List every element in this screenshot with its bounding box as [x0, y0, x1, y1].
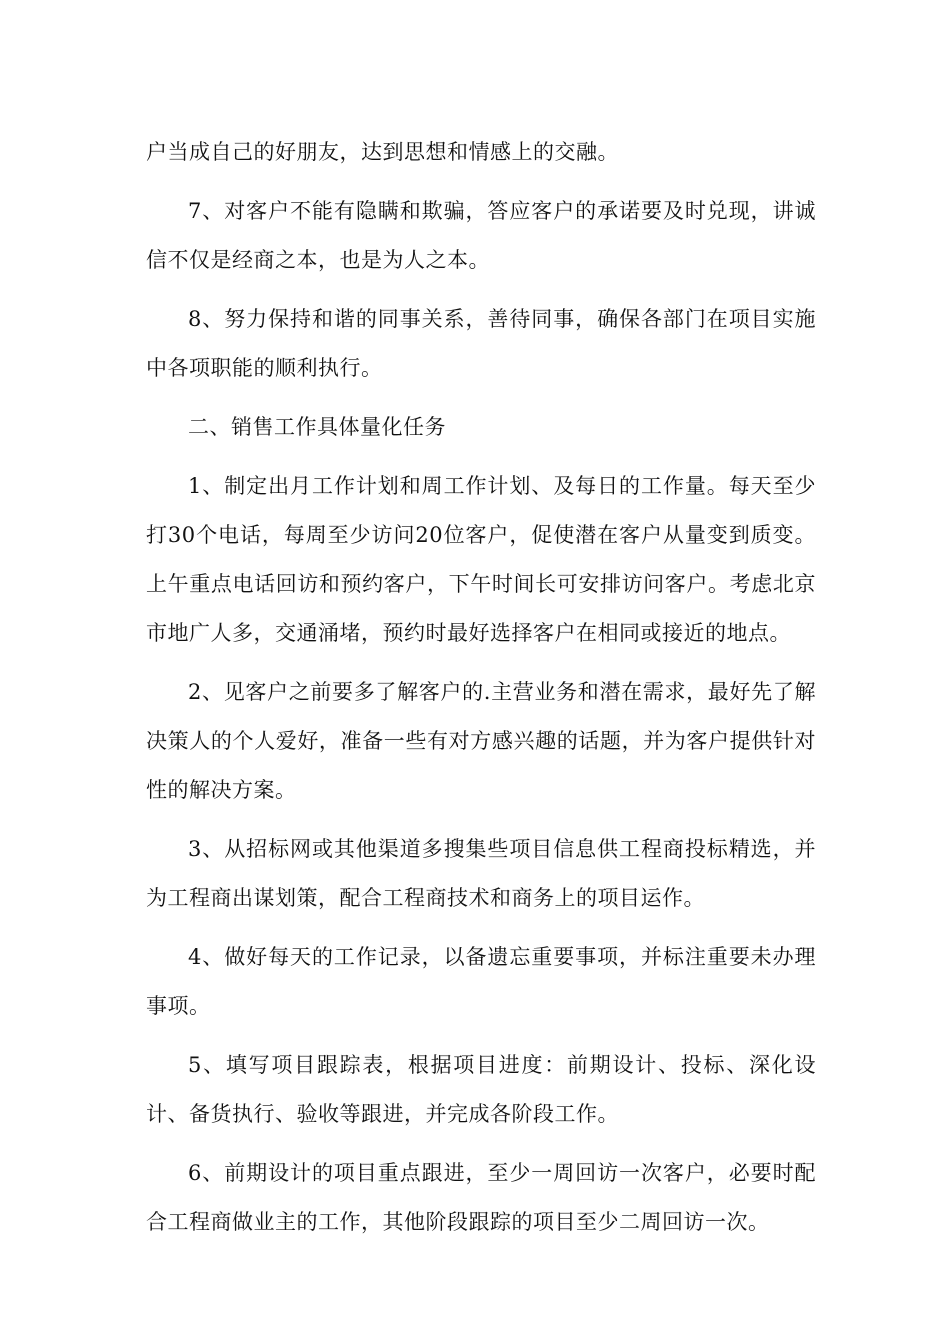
paragraph-task-6: 6、前期设计的项目重点跟进，至少一周回访一次客户，必要时配合工程商做业主的工作，其他阶段跟踪的项目至少二周回访一次。 [146, 1161, 816, 1234]
paragraph-item-7: 7、对客户不能有隐瞒和欺骗，答应客户的承诺要及时兑现，讲诚信不仅是经商之本，也是为人之本。 [146, 199, 816, 272]
section-heading: 二、销售工作具体量化任务 [188, 415, 446, 439]
paragraph-task-3: 3、从招标网或其他渠道多搜集些项目信息供工程商投标精选，并为工程商出谋划策，配合工程商技术和商务上的项目运作。 [146, 837, 816, 910]
paragraph-continuation: 户当成自己的好朋友，达到思想和情感上的交融。 [146, 140, 619, 164]
paragraph-item-8: 8、努力保持和谐的同事关系，善待同事，确保各部门在项目实施中各项职能的顺利执行。 [146, 307, 816, 380]
paragraph-task-4: 4、做好每天的工作记录，以备遗忘重要事项，并标注重要未办理事项。 [146, 945, 816, 1018]
paragraph-task-5: 5、填写项目跟踪表，根据项目进度：前期设计、投标、深化设计、备货执行、验收等跟进，并完成各阶段工作。 [146, 1053, 816, 1126]
paragraph-task-2: 2、见客户之前要多了解客户的.主营业务和潜在需求，最好先了解决策人的个人爱好，准备一些有对方感兴趣的话题，并为客户提供针对性的解决方案。 [146, 680, 816, 802]
document-body [146, 128, 816, 1257]
paragraph-task-1: 1、制定出月工作计划和周工作计划、及每日的工作量。每天至少打30个电话，每周至少访问20位客户，促使潜在客户从量变到质变。上午重点电话回访和预约客户，下午时间长可安排访问客户。考虑北京市地广人多，交通涌堵，预约时最好选择客户在相同或接近的地点。 [146, 474, 816, 645]
